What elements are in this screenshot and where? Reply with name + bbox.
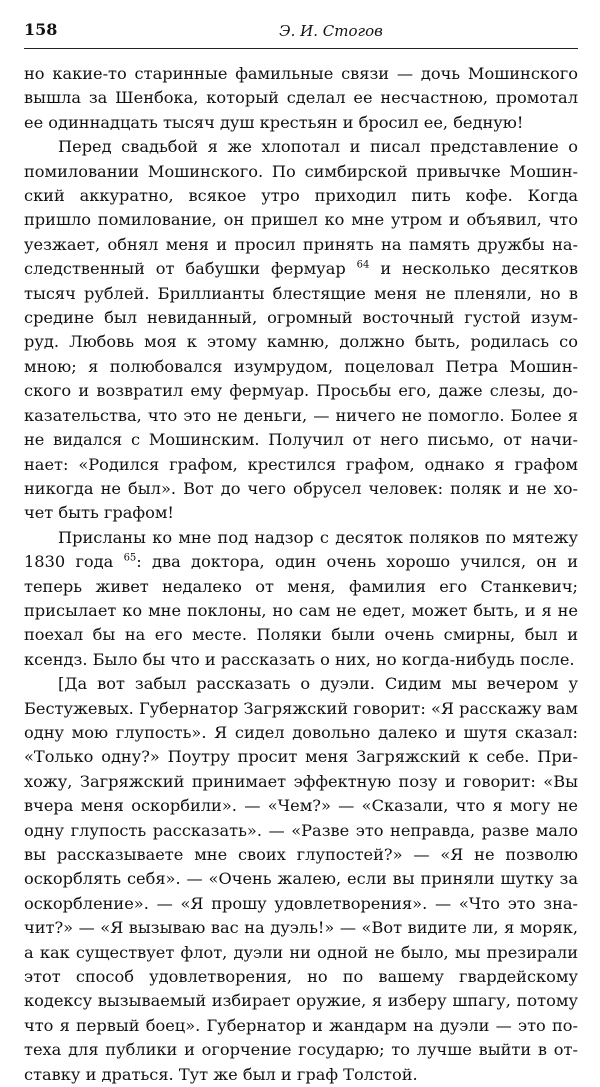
text-run: Присланы ко мне под надзор с десяток поляков по мятежу 1830 года (24, 527, 578, 572)
page-header (24, 14, 578, 49)
footnote-ref-64: 64 (356, 259, 370, 271)
paragraph (24, 62, 578, 135)
text-run: [Да вот забыл рассказать о дуэли. Сидим мы вечером у Бестужевых. Губернатор Загряжский говорит: «Я расскажу вам одну мою глупость». Я сидел довольно далеко и шутя сказал: «Только одну?» Поутру просит меня Загряжский к себе. Прихожу, Загряжский принимает эффектную позу и говорит: «Вы вчера меня оскорбили». — «Чем?» — «Сказали, что я могу не одну глупость рассказать». — «Разве это неправда, разве мало вы рассказываете мне своих глупостей?» — «Я не позволю оскорблять себя». — «Очень жалею, если вы приняли шутку за оскорбление». — «Я прошу удовлетворения». — «Что это значит?» — «Я вызываю вас на дуэль!» — «Вот видите ли, я моряк, а как существует флот, дуэли ни одной не было, мы презирали этот способ удовлетворения, но по вашему гвардейскому кодексу вызываемый избирает оружие, я изберу шпагу, потому что я первый боец». Губернатор и жандарм на дуэли — это потеха для публики и огорчение государю; то лучше выйти в отставку и драться. Тут же был и граф Толстой. (24, 674, 578, 1084)
paragraph (24, 526, 578, 672)
text-run: : два доктора, один очень хорошо учился, он и теперь живет недалеко от меня, фамилия его Станкевич; присылает ко мне поклоны, но сам не едет, может быть, и я не поехал бы на его месте. Поляки были очень смирны, был и ксендз. Было бы что и рассказать о них, но когда-нибудь после. (24, 552, 578, 669)
text-run: и несколько десятков тысяч рублей. Бриллианты блестящие меня не пленяли, но в средине был невиданный, огромный восточный густой изумруд. Любовь моя к этому камню, должно быть, родилась со мною; я полюбовался изумрудом, поцеловал Петра Мошинского и возвратил ему фермуар. Просьбы его, даже слезы, доказательства, что это не деньги, — ничего не помогло. Более я не видался с Мошинским. Получил от него письмо, от начинает: «Родился графом, крестился графом, однако я графом никогда не был». Вот до чего обрусел человек: поляк и не хочет быть графом! (24, 259, 578, 523)
running-head: Э. И. Стогов (279, 22, 383, 40)
text-run: Перед свадьбой я же хлопотал и писал представление о помиловании Мошинского. По симбирской привычке Мошинский аккуратно, всякое утро приходил пить кофе. Когда пришло помилование, он пришел ко мне утром и объявил, что уезжает, обнял меня и просил принять на память дружбы наследственный от бабушки фермуар (24, 137, 578, 279)
footnote-ref-65: 65 (123, 552, 137, 564)
text-run: но какие-то старинные фамильные связи — дочь Мошинского вышла за Шенбока, который сделал ее несчастною, промотал ее одиннадцать тысяч душ крестьян и бросил ее, бедную! (24, 64, 578, 132)
page-number: 158 (24, 20, 58, 39)
body-text (24, 62, 578, 1087)
paragraph (24, 135, 578, 526)
paragraph (24, 672, 578, 1087)
